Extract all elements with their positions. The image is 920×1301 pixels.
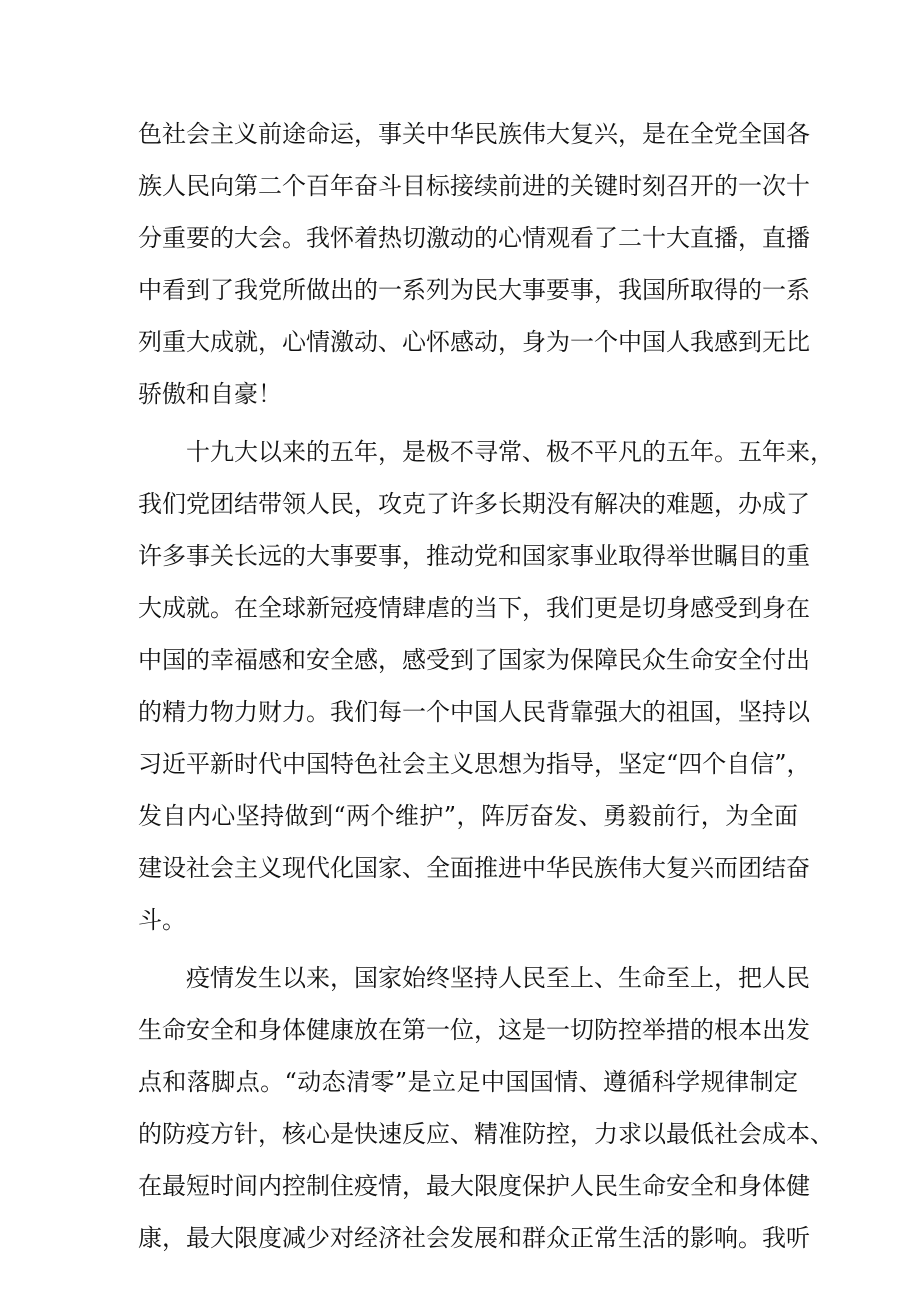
paragraph-1-line-4: 中看到了我党所做出的一系列为民大事要事，我国所取得的一系 — [138, 276, 810, 304]
paragraph-1-line-6: 骄傲和自豪！ — [138, 380, 282, 408]
paragraph-3-line-4: 的防疫方针，核心是快速反应、精准防控，力求以最低社会成本、 — [138, 1120, 834, 1148]
paragraph-3-line-1: 疫情发生以来，国家始终坚持人民至上、生命至上，把人民 — [186, 964, 810, 992]
paragraph-2-line-7: 习近平新时代中国特色社会主义思想为指导，坚定“四个自信”， — [138, 750, 811, 778]
paragraph-2-line-3: 许多事关长远的大事要事，推动党和国家事业取得举世瞩目的重 — [138, 542, 810, 570]
paragraph-2-line-4: 大成就。在全球新冠疫情肆虐的当下，我们更是切身感受到身在 — [138, 594, 810, 622]
paragraph-2-line-2: 我们党团结带领人民，攻克了许多长期没有解决的难题，办成了 — [138, 490, 810, 518]
paragraph-2-line-9: 建设社会主义现代化国家、全面推进中华民族伟大复兴而团结奋 — [138, 854, 810, 882]
paragraph-3-line-5: 在最短时间内控制住疫情，最大限度保护人民生命安全和身体健 — [138, 1172, 810, 1200]
paragraph-2-line-1: 十九大以来的五年，是极不寻常、极不平凡的五年。五年来， — [186, 438, 834, 466]
paragraph-1-line-2: 族人民向第二个百年奋斗目标接续前进的关键时刻召开的一次十 — [138, 172, 810, 200]
paragraph-3-line-3: 点和落脚点。“动态清零”是立足中国国情、遵循科学规律制定 — [138, 1068, 798, 1096]
paragraph-3-line-6: 康，最大限度减少对经济社会发展和群众正常生活的影响。我听 — [138, 1224, 810, 1252]
paragraph-3-line-2: 生命安全和身体健康放在第一位，这是一切防控举措的根本出发 — [138, 1016, 810, 1044]
paragraph-2-line-5: 中国的幸福感和安全感，感受到了国家为保障民众生命安全付出 — [138, 646, 810, 674]
paragraph-1-line-5: 列重大成就，心情激动、心怀感动，身为一个中国人我感到无比 — [138, 328, 810, 356]
paragraph-2-line-10: 斗。 — [138, 906, 186, 934]
paragraph-2-line-8: 发自内心坚持做到“两个维护”，阵厉奋发、勇毅前行，为全面 — [138, 802, 798, 830]
paragraph-2-line-6: 的精力物力财力。我们每一个中国人民背靠强大的祖国，坚持以 — [138, 698, 810, 726]
paragraph-1-line-3: 分重要的大会。我怀着热切激动的心情观看了二十大直播，直播 — [138, 224, 810, 252]
paragraph-1-line-1: 色社会主义前途命运，事关中华民族伟大复兴，是在全党全国各 — [138, 120, 810, 148]
